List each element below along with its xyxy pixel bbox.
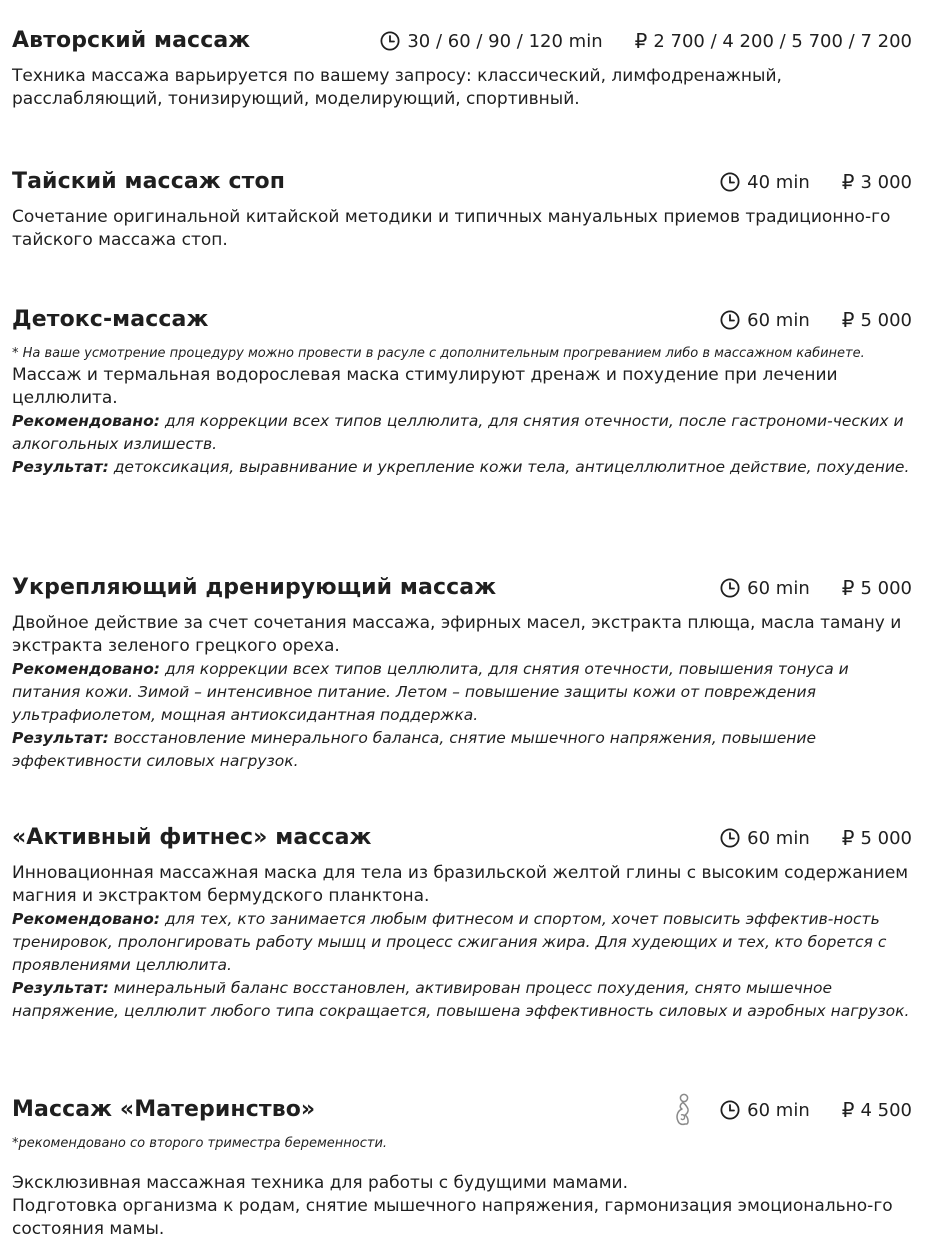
service-duration: 40 min xyxy=(747,171,810,193)
service-duration: 60 min xyxy=(747,827,810,849)
clock-icon xyxy=(720,310,740,330)
service-description-extra: Подготовка организма к родам, снятие мышечного напряжения, гармонизация эмоционально-го состояния мамы. xyxy=(12,1196,893,1239)
service-price: 2 700 / 4 200 / 5 700 / 7 200 xyxy=(653,30,912,52)
service-meta xyxy=(720,306,912,334)
ruble-icon: ₽ xyxy=(841,576,855,600)
service-thai-foot-massage xyxy=(12,168,912,252)
service-note: * На ваше усмотрение процедуру можно провести в расуле с дополнительным прогреванием либо в массажном кабинете. xyxy=(12,346,865,361)
service-description: Эксклюзивная массажная техника для работы с будущими мамами. xyxy=(12,1173,628,1193)
result-label: Результат: xyxy=(12,979,109,997)
service-recommended xyxy=(12,658,912,727)
result-text: восстановление минерального баланса, снятие мышечного напряжения, повышение эффективности силовых нагрузок. xyxy=(12,729,817,770)
ruble-icon: ₽ xyxy=(634,29,648,53)
service-result xyxy=(12,456,912,479)
service-meta xyxy=(720,824,912,852)
service-title: Тайский массаж стоп xyxy=(12,169,286,194)
service-active-fitness-massage xyxy=(12,824,912,1023)
recommended-text: для тех, кто занимается любым фитнесом и спортом, хочет повысить эффектив-ность тренировок, пролонгировать работу мышц и процесс сжигания жира. Для худеющих и тех, кто борется с проявлениями целлюлита. xyxy=(12,910,887,974)
service-title: Укрепляющий дренирующий массаж xyxy=(12,575,497,600)
service-recommended xyxy=(12,410,912,456)
ruble-icon: ₽ xyxy=(841,170,855,194)
ruble-icon: ₽ xyxy=(841,826,855,850)
service-title: Детокс-массаж xyxy=(12,307,209,332)
service-description: Двойное действие за счет сочетания массажа, эфирных масел, экстракта плюща, масла таману и экстракта зеленого грецкого ореха. xyxy=(12,613,902,656)
service-duration: 60 min xyxy=(747,309,810,331)
service-note: *рекомендовано со второго триместра беременности. xyxy=(12,1136,388,1151)
service-firming-drainage-massage xyxy=(12,574,912,773)
service-description: Инновационная массажная маска для тела из бразильской желтой глины с высоким содержанием магния и экстрактом бермудского планктона. xyxy=(12,863,909,906)
service-description: Массаж и термальная водорослевая маска стимулируют дренаж и похудение при лечении целлюлита. xyxy=(12,365,838,408)
service-duration: 60 min xyxy=(747,1099,810,1121)
service-maternity-massage xyxy=(12,1096,912,1241)
service-price: 5 000 xyxy=(860,827,912,849)
service-price: 5 000 xyxy=(860,577,912,599)
service-detox-massage xyxy=(12,306,912,479)
service-meta xyxy=(720,574,912,602)
result-text: детоксикация, выравнивание и укрепление кожи тела, антицеллюлитное действие, похудение. xyxy=(113,458,910,476)
recommended-text: для коррекции всех типов целлюлита, для снятия отечности, после гастрономи-ческих и алкогольных излишеств. xyxy=(12,412,904,453)
service-result xyxy=(12,727,912,773)
service-price: 4 500 xyxy=(860,1099,912,1121)
ruble-icon: ₽ xyxy=(841,1098,855,1122)
result-text: минеральный баланс восстановлен, активирован процесс похудения, снято мышечное напряжение, целлюлит любого типа сокращается, повышена эффективность силовых и аэробных нагрузок. xyxy=(12,979,910,1020)
clock-icon xyxy=(380,31,400,51)
service-title: Массаж «Материнство» xyxy=(12,1097,316,1122)
service-price: 3 000 xyxy=(860,171,912,193)
service-title: «Активный фитнес» массаж xyxy=(12,825,372,850)
service-duration: 30 / 60 / 90 / 120 min xyxy=(407,30,603,52)
pregnancy-icon xyxy=(672,1093,694,1127)
service-title: Авторский массаж xyxy=(12,28,251,53)
service-price: 5 000 xyxy=(860,309,912,331)
service-recommended xyxy=(12,908,912,977)
service-meta xyxy=(672,1096,912,1124)
service-meta xyxy=(380,27,912,55)
recommended-label: Рекомендовано: xyxy=(12,910,160,928)
service-description: Сочетание оригинальной китайской методики и типичных мануальных приемов традиционно-го тайского массажа стоп. xyxy=(12,207,891,250)
service-description: Техника массажа варьируется по вашему запросу: классический, лимфодренажный, расслабляющий, тонизирующий, моделирующий, спортивный. xyxy=(12,66,782,109)
recommended-label: Рекомендовано: xyxy=(12,660,160,678)
clock-icon xyxy=(720,1100,740,1120)
result-label: Результат: xyxy=(12,729,109,747)
recommended-label: Рекомендовано: xyxy=(12,412,160,430)
service-duration: 60 min xyxy=(747,577,810,599)
clock-icon xyxy=(720,828,740,848)
service-result xyxy=(12,977,912,1023)
service-author-massage xyxy=(12,27,912,111)
clock-icon xyxy=(720,578,740,598)
clock-icon xyxy=(720,172,740,192)
ruble-icon: ₽ xyxy=(841,308,855,332)
result-label: Результат: xyxy=(12,458,109,476)
recommended-text: для коррекции всех типов целлюлита, для снятия отечности, повышения тонуса и питания кожи. Зимой – интенсивное питание. Летом – повышение защиты кожи от повреждения ультрафиолетом, мощная антиоксидантная поддержка. xyxy=(12,660,849,724)
service-meta xyxy=(720,168,912,196)
